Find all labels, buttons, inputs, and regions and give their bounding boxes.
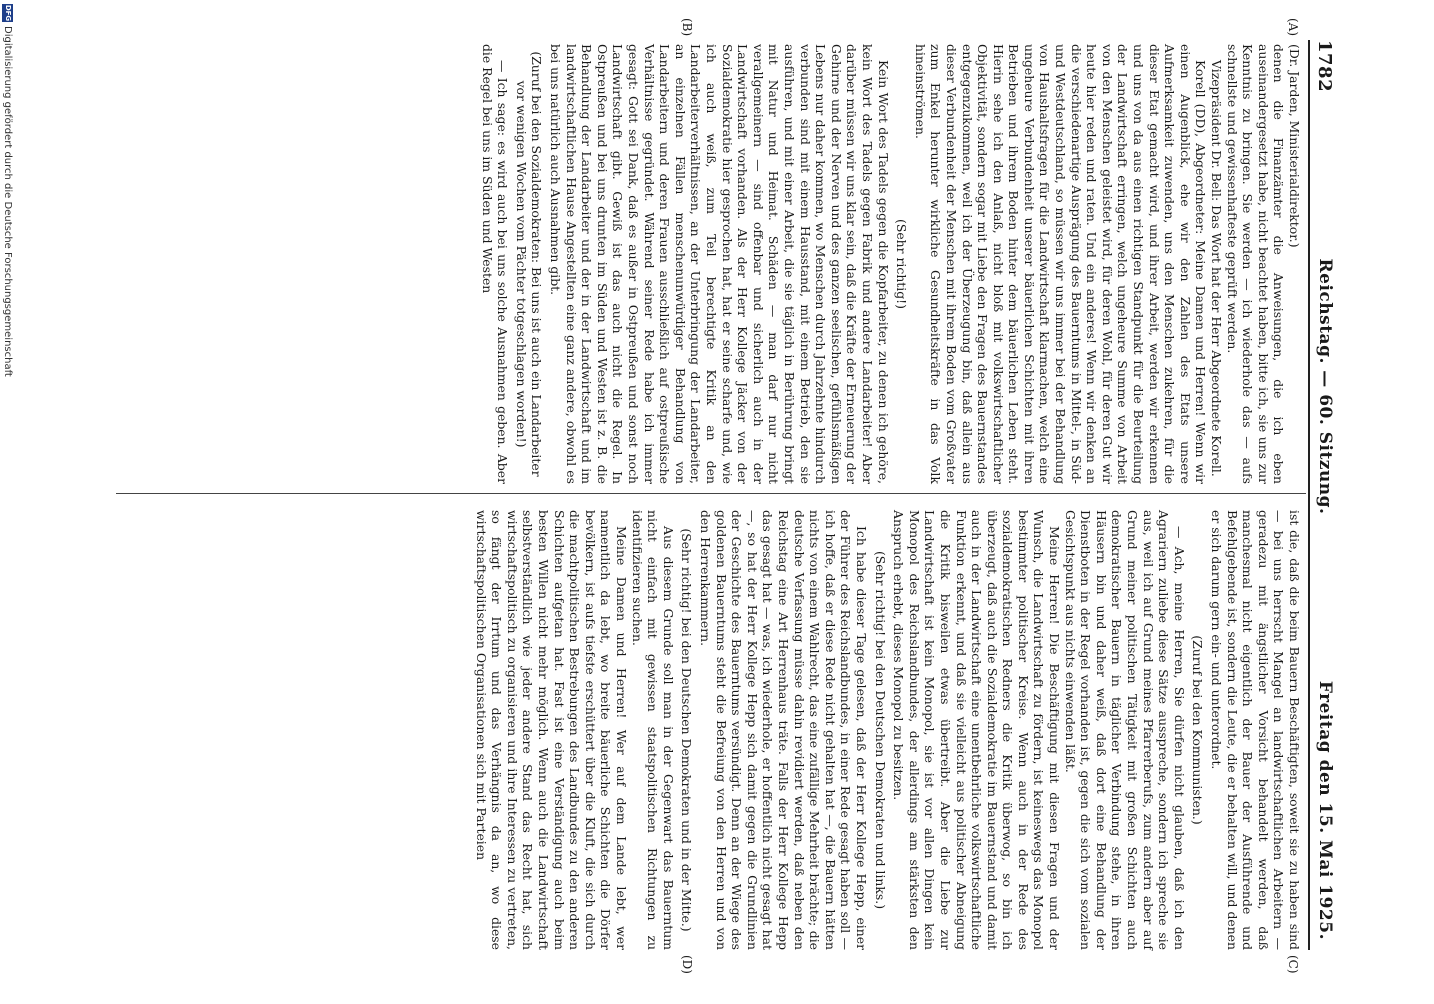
interjection: (Sehr richtig!) bbox=[894, 219, 910, 309]
interjection: (Sehr richtig! bei den Deutschen Demokraten und in der Mitte.) bbox=[679, 528, 695, 932]
footer-credit: Digitalisierung gefördert durch die Deutsche Forschungsgemeinschaft bbox=[2, 26, 14, 377]
margin-marker-d: (D) bbox=[680, 955, 694, 974]
page-number: 1782 bbox=[1314, 40, 1336, 93]
digitization-footer bbox=[0, 0, 16, 1004]
left-text-column bbox=[479, 44, 1302, 484]
paragraph: Meine Damen und Herren! Wer auf dem Lande lebt, wer namentlich da lebt, wo breite bäuerliche Schichten die Dörfer bevölkern, ist aufs tiefste erschüttert über die Kluft, die sich durch die machtpolitischen Bestrebungen des Landbundes zu den anderen Schichten aufgetan hat. Fast ist eine Verständigung auch beim besten Willen nicht mehr möglich. Wenn auch die Landwirtschaft selbstverständlich wie jeder andere Stand das Recht hat, sich wirtschaftspolitisch zu organisieren und ihre Interessen zu vertreten, so fängt der Irrtum und das Verhängnis da an, wo diese wirtschaftspolitischen Organisationen sich mit Parteien bbox=[473, 510, 630, 950]
margin-marker-b: (B) bbox=[680, 18, 694, 37]
header-rule bbox=[1308, 40, 1310, 950]
paragraph: Meine Herren! Die Beschäftigung mit diesen Fragen und der Wunsch, die Landwirtschaft zu fördern, ist keineswegs das Monopol bestimmter politischer Kreise. Wenn auch in der Rede des sozialdemokratischen Redners die Kritik überwog, so bin ich überzeugt, daß auch die Sozialdemokratie im Bauernstand und damit auch in der Landwirtschaft eine unentbehrliche volkswirtschaftliche Funktion erkennt, und daß sie vielleicht aus politischer Abneigung die Kritik bisweilen etwas übertreibt. Aber die Liebe zur Landwirtschaft ist kein Monopol, sie ist vor allen Dingen kein Monopol des Reichslandbundes, der allerdings am stärksten den Anspruch erhebt, dieses Monopol zu besitzen. bbox=[891, 510, 1063, 950]
column-divider bbox=[116, 493, 1306, 494]
margin-marker-c: (C) bbox=[1286, 955, 1300, 974]
paragraph: Aus diesem Grunde soll man in der Gegenwart das Bauerntum nicht einfach mit gewissen staatspolitischen Richtungen zu identifizieren suchen. bbox=[629, 510, 676, 950]
right-text-column bbox=[473, 510, 1302, 950]
paragraph: ist die, daß die beim Bauern Beschäftigten, soweit sie zu haben sind — bei uns herrscht Mangel an landwirtschaftlichen Arbeitern — geradezu mit ängstlicher Vorsicht behandelt werden, daß manchesmal nicht eigentlich der Bauer der Ausführende und Befehlgebende ist, sondern die Leute, die er behalten will, und denen er sich darum gern ein- und unterordnet. bbox=[1209, 510, 1302, 950]
margin-marker-a: (A) bbox=[1286, 18, 1300, 37]
session-date: Freitag den 15. Mai 1925. bbox=[1315, 680, 1335, 940]
paragraph: Korell (DD), Abgeordneter: Meine Damen und Herren! Wenn wir einen Augenblick, ehe wir den Zahlen des Etats unsere Aufmerksamkeit zuwenden, uns den Menschen zukehren, für die dieser Etat gemacht wird, und ihrer Arbeit, werden wir erkennen und uns von da aus einen richtigen Standpunkt für die Beurteilung der Landwirtschaft erringen, welch ungeheure Summe von Arbeit von den Menschen geleistet wird, für deren Wohl, für deren Gut wir heute hier reden und raten. Und ein anderes! Wenn wir denken an die verschiedenartige Ausprägung des Bauerntums in Mittel-, in Süd- und Westdeutschland, so müssen wir uns immer bei der Behandlung von Haushaltsfragen für die Landwirtschaft klarmachen, welch eine ungeheure Verbundenheit unserer bäuerlichen Schichten mit ihren Betrieben und ihrem Boden hinter dem bäuerlichen Leben steht. Hierin sehe ich den Anlaß, nicht bloß mit volkswirtschaftlicher Objektivität, sondern sogar mit Liebe den Fragen des Bauernstandes entgegenzukommen, weil ich der Überzeugung bin, daß allein aus dieser Verbundenheit der Menschen mit ihrem Boden vom Großvater zum Enkel herunter wirkliche Gesundheitskräfte in das Volk hineinströmen. bbox=[912, 44, 1209, 484]
paragraph: — Ach, meine Herren, Sie dürfen nicht glauben, daß ich den Agrariern zuliebe diese Sätze ausspreche, sondern ich spreche sie aus, weil ich auf Grund meines Pfarrerberufs, zum andern aber auf Grund meiner politischen Tätigkeit mit großen Schichten auch demokratischer Bauern in täglicher Verbindung stehe, in ihren Häusern bin und daher weiß, daß dort eine Behandlung der Dienstboten in der Regel vorhanden ist, gegen die sich vom sozialen Gesichtspunkt aus nichts einwenden läßt. bbox=[1062, 510, 1187, 950]
interjection: (Zuruf bei den Kommunisten.) bbox=[1190, 635, 1206, 825]
paragraph: Vizepräsident Dr. Bell: Das Wort hat der Herr Abgeordnete Korell. bbox=[1209, 60, 1225, 477]
paragraph: (Dr. Jarden, Ministerialdirektor.) bbox=[1287, 44, 1302, 248]
paragraph: Kein Wort des Tadels gegen die Kopfarbeiter, zu denen ich gehöre, kein Wort des Tadels gegen Fabrik und andere Landarbeiter! Aber darüber müssen wir uns klar sein, daß die Kräfte der Erneuerung der Gehirne und der Nerven und des ganzen seelischen, gefühlsmäßigen Lebens nur daher kommen, wo Menschen durch Jahrzehnte hindurch verbunden sind mit einem Hausstand, mit einem Betrieb, den sie ausführen, und mit einer Arbeit, die sie täglich in Berührung bringt mit Natur und Heimat. Schäden — man darf nur nicht verallgemeinern — sind offenbar und sicherlich auch in der Landwirtschaft vorhanden. Als der Herr Kollege Jäcker von der Sozialdemokratie hier gesprochen hat, hat er seine scharfe und, wie ich auch weiß, zum Teil berechtigte Kritik an den Landarbeiterverhältnissen, an der Unterbringung der Landarbeiter, an einzelnen Fällen menschenunwürdiger Behandlung von Landarbeitern und deren Frauen ausschließlich auf ostpreußische Verhältnisse gegründet. Während seiner Rede habe ich immer gesagt: Gott sei Dank, daß es außer in Ostpreußen und sonst noch Landwirtschaft gibt. Gewiß ist das auch nicht die Regel. In Ostpreußen und bei uns drunten im Süden und Westen ist z. B. die Behandlung der Landarbeiter und der in der Landwirtschaft und im landwirtschaftlichen Hause Angestellten eine ganz andere, obwohl es bei uns natürlich auch Ausnahmen gibt. bbox=[548, 44, 891, 484]
paragraph: denen die Finanzämter die Anweisungen, die ich eben auseinandergesetzt habe, nicht beachtet haben, bitte ich, sie uns zur Kenntnis zu bringen. Sie werden — ich wiederhole das — aufs schnellste und gewissenhafteste geprüft werden. bbox=[1224, 44, 1287, 484]
page-header bbox=[1312, 40, 1338, 940]
paragraph: Ich habe dieser Tage gelesen, daß der Herr Kollege Hepp, einer der Führer des Reichslandbundes, in einer Rede gesagt haben soll — ich hoffe, daß er diese Rede nicht gehalten hat —, die Bauern hätten nichts von einem Wahlrecht, das eine zufällige Mehrheit brächte; die deutsche Verfassung müsse dahin revidiert werden, daß neben den Reichstag eine Art Herrenhaus träte. Falls der Herr Kollege Hepp das gesagt hat — was, ich wiederhole, er hoffentlich nicht gesagt hat —, so hat der Herr Kollege Hepp sich damit gegen die Grundlinien der Geschichte des Bauerntums versündigt. Denn an der Wiege des goldenen Bauerntums steht die Befreiung von den Herren und von den Herrenkammern. bbox=[698, 510, 869, 950]
interjection: (Zuruf bei den Sozialdemokraten: Bei uns ist auch ein Landarbeiter vor wenigen Wochen vom Pächter totgeschlagen worden!) bbox=[513, 51, 545, 477]
paragraph: — Ich sage: es wird auch bei uns solche Ausnahmen geben. Aber die Regel bei uns im Süden und Westen bbox=[479, 44, 511, 484]
dfg-logo: DFG bbox=[4, 4, 13, 22]
interjection: (Sehr richtig! bei den Deutschen Demokraten und links.) bbox=[872, 550, 888, 910]
session-title: Reichstag. — 60. Sitzung. bbox=[1315, 258, 1335, 515]
